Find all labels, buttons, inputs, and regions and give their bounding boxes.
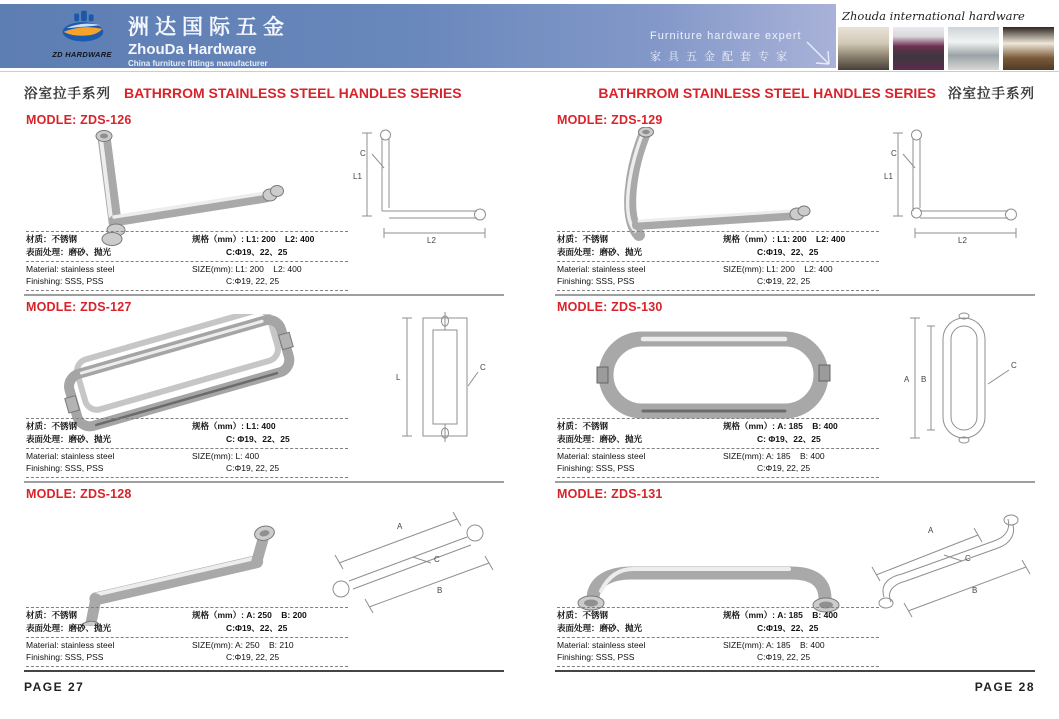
right-page-title [598,82,1035,103]
spec-material-en: Material: stainless steel [557,639,646,650]
kitchen-photo-1 [838,27,889,70]
spec-size-en: SIZE(mm): A: 185 B: 400 [723,639,825,650]
spec-table [557,231,879,291]
spec-material-cn: 材质：不锈钢 [26,234,78,244]
spec-size-en: SIZE(mm): A: 250 B: 210 [192,639,294,650]
spec-surface-cn: 表面处理：磨砂、抛光 [557,246,643,257]
expert-slogan-en: Furniture hardware expert [650,30,802,42]
diagonal-arrow-icon [805,40,833,68]
left-page-title [24,82,462,103]
spec-material-cn: 材质：不锈钢 [557,610,609,620]
product-block-zds130 [555,296,1035,483]
spec-material-en: Material: stainless steel [26,450,115,461]
page-number-row [0,672,1059,694]
logo-text: ZD HARDWARE [52,50,112,59]
company-name-en: ZhouDa Hardware [128,41,257,58]
right-page-column [555,109,1035,672]
dim-label: L [396,373,401,382]
left-page-blocks [24,109,504,672]
left-title-en: BATHRROM STAINLESS STEEL HANDLES SERIES [124,85,462,101]
spec-surface-cn: 表面处理：磨砂、抛光 [26,246,112,257]
spec-size-cn: 规格（mm）: L1: 200 L2: 400 [723,234,846,244]
spec-table [557,607,879,667]
spec-size-cn: 规格（mm）: L1: 200 L2: 400 [192,234,315,244]
dim-label: C [480,363,486,372]
spec-size-en: SIZE(mm): L1: 200 L2: 400 [192,263,302,274]
spec-table [26,418,348,478]
right-page-blocks [555,109,1035,672]
product-block-zds129 [555,109,1035,296]
company-names [128,11,290,68]
product-block-zds127 [24,296,504,483]
spec-diam-en: C:Φ19, 22, 25 [757,652,811,663]
spec-finishing-en: Finishing: SSS, PSS [26,463,104,474]
dim-label: B [972,586,978,595]
dim-label: L2 [427,236,436,245]
spec-finishing-en: Finishing: SSS, PSS [26,652,104,663]
spec-surface-cn: 表面处理：磨砂、抛光 [557,622,643,633]
spec-material-cn: 材质：不锈钢 [26,421,78,431]
left-title-cn: 浴室拉手系列 [24,86,111,101]
spec-diam-cn: C:Φ19、22、25 [757,622,819,633]
spec-size-en: SIZE(mm): L1: 200 L2: 400 [723,263,833,274]
spec-size-cn: 规格（mm）: A: 185 B: 400 [723,610,838,620]
dim-label: L2 [958,236,967,245]
spec-size-en: SIZE(mm): A: 185 B: 400 [723,450,825,461]
spec-material-cn: 材质：不锈钢 [26,610,78,620]
catalog-spread [0,107,1059,672]
product-block-zds128 [24,483,504,670]
spec-material-en: Material: stainless steel [26,263,115,274]
dim-label: C [434,555,440,564]
logo-emblem-icon [53,10,111,44]
product-photo-zds131 [561,501,861,621]
product-drawing-zds129 [858,121,1033,249]
dim-label: B [921,375,927,384]
dim-label: B [437,586,443,595]
series-titles [0,72,1059,107]
product-model-label: MODLE: ZDS-126 [26,113,132,127]
spec-diam-cn: C:Φ19、22、25 [757,246,819,257]
expert-slogan [650,30,802,64]
spec-material-en: Material: stainless steel [26,639,115,650]
dim-label: C [360,149,366,158]
product-model-label: MODLE: ZDS-130 [557,300,663,314]
spec-table [26,607,348,667]
header-corner [836,0,1059,71]
spec-material-en: Material: stainless steel [557,450,646,461]
spec-material-cn: 材质：不锈钢 [557,234,609,244]
product-drawing-zds131 [848,495,1033,620]
spec-size-cn: 规格（mm）: L1: 400 [192,421,276,431]
spec-material-cn: 材质：不锈钢 [557,421,609,431]
spec-surface-cn: 表面处理：磨砂、抛光 [557,433,643,444]
product-model-label: MODLE: ZDS-128 [26,487,132,501]
page-number-right: PAGE 28 [974,680,1035,694]
spec-finishing-en: Finishing: SSS, PSS [26,276,104,287]
spec-diam-en: C:Φ19, 22, 25 [757,276,811,287]
dim-label: C [891,149,897,158]
spec-surface-cn: 表面处理：磨砂、抛光 [26,622,112,633]
spec-finishing-en: Finishing: SSS, PSS [557,652,635,663]
right-title-en: BATHRROM STAINLESS STEEL HANDLES SERIES [598,85,936,101]
product-model-label: MODLE: ZDS-129 [557,113,663,127]
page-number-left: PAGE 27 [24,680,85,694]
spec-finishing-en: Finishing: SSS, PSS [557,463,635,474]
product-drawing-zds126 [327,121,502,249]
spec-table [557,418,879,478]
spec-diam-en: C:Φ19, 22, 25 [757,463,811,474]
product-drawing-zds128 [317,495,502,620]
spec-table [26,231,348,291]
kitchen-photo-3 [948,27,999,70]
spec-surface-cn: 表面处理：磨砂、抛光 [26,433,112,444]
script-title: Zhouda international hardware [842,9,1025,23]
dim-label: A [904,375,910,384]
spec-diam-cn: C: Φ19、22、25 [226,433,290,444]
spec-diam-en: C:Φ19, 22, 25 [226,463,280,474]
spec-diam-en: C:Φ19, 22, 25 [226,652,280,663]
kitchen-photo-2 [893,27,944,70]
dim-label: A [928,526,934,535]
dim-label: C [965,554,971,563]
spec-diam-cn: C:Φ19、22、25 [226,246,288,257]
company-tagline: China furniture fittings manufacturer [128,59,268,68]
spec-finishing-en: Finishing: SSS, PSS [557,276,635,287]
product-drawing-zds127 [377,308,502,448]
spec-diam-cn: C: Φ19、22、25 [757,433,821,444]
spec-material-en: Material: stainless steel [557,263,646,274]
dim-label: A [397,522,403,531]
left-page-column [24,109,504,672]
product-drawing-zds130 [883,308,1033,448]
spec-size-en: SIZE(mm): L: 400 [192,450,260,461]
company-name-cn: 洲达国际五金 [128,16,290,39]
dim-label: L1 [353,172,362,181]
right-title-cn: 浴室拉手系列 [948,86,1035,101]
spec-diam-cn: C:Φ19、22、25 [226,622,288,633]
kitchen-photo-strip [836,27,1059,70]
dim-label: C [1011,361,1017,370]
spec-size-cn: 规格（mm）: A: 185 B: 400 [723,421,838,431]
expert-slogan-cn: 家具五金配套专家 [650,51,794,63]
kitchen-photo-4 [1003,27,1054,70]
spec-diam-en: C:Φ19, 22, 25 [226,276,280,287]
product-block-zds131 [555,483,1035,670]
spec-size-cn: 规格（mm）: A: 250 B: 200 [192,610,307,620]
dim-label: L1 [884,172,893,181]
product-block-zds126 [24,109,504,296]
product-model-label: MODLE: ZDS-131 [557,487,663,501]
header [0,0,1059,72]
company-logo [42,10,122,59]
product-model-label: MODLE: ZDS-127 [26,300,132,314]
